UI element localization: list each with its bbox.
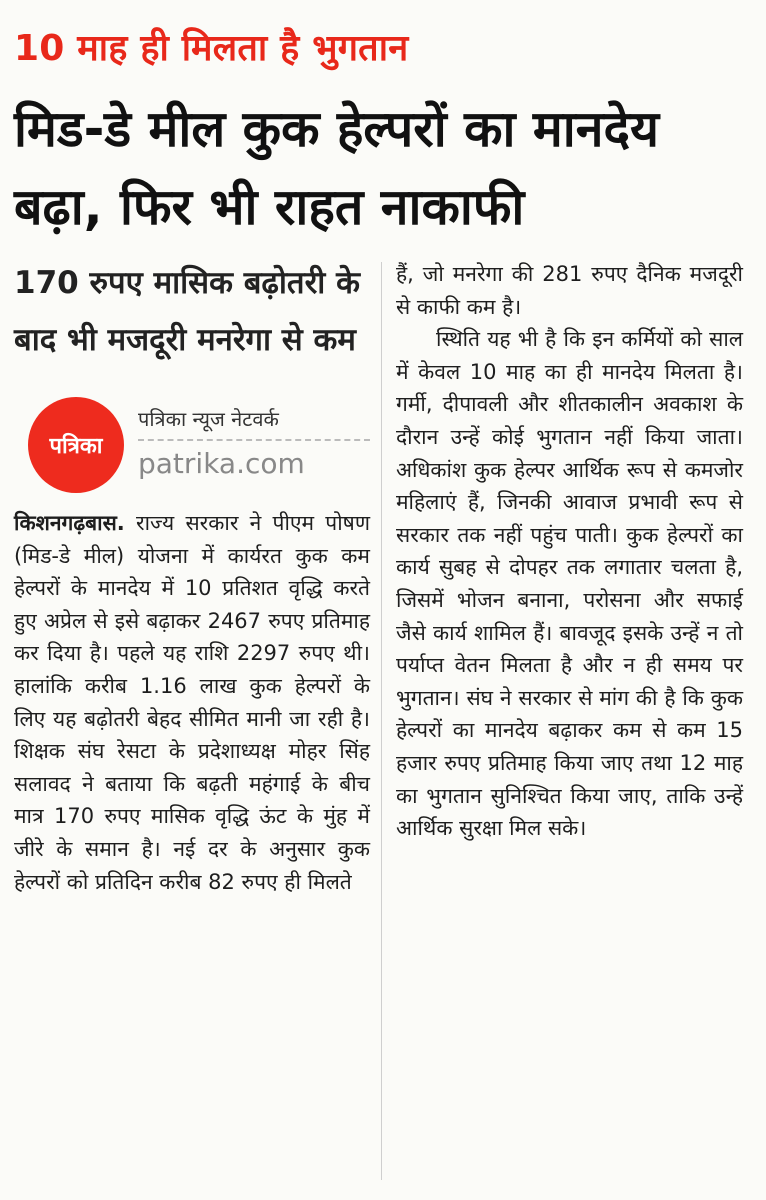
- headline: मिड-डे मील कुक हेल्परों का मानदेय बढ़ा, फिर भी राहत नाकाफी: [14, 100, 659, 236]
- patrika-logo: [28, 397, 124, 493]
- left-column: [14, 255, 370, 898]
- website-link[interactable]: patrika.com: [138, 447, 305, 480]
- paragraph-1: [14, 507, 370, 898]
- column-divider: [381, 262, 382, 1180]
- paragraph-1-continued: हैं, जो मनरेगा की 281 रुपए दैनिक मजदूरी से काफी कम है।: [396, 262, 743, 319]
- paragraph-1-text: राज्य सरकार ने पीएम पोषण (मिड-डे मील) योजना में कार्यरत कुक कम हेल्परों के मानदेय में 10 प्रतिशत वृद्धि करते हुए अप्रेल से इसे बढ़ाकर 2467 रुपए प्रतिमाह कर दिया है। पहले यह राशि 2297 रुपए थी। हालांकि करीब 1.16 लाख कुक हेल्परों के लिए यह बढ़ोतरी बेहद सीमित मानी जा रही है। शिक्षक संघ रेसटा के प्रदेशाध्यक्ष मोहर सिंह सलावद ने बताया कि बढ़ती महंगाई के बीच मात्र 170 रुपए मासिक वृद्धि ऊंट के मुंह में जीरे के समान है। नई दर के अनुसार कुक हेल्परों को प्रतिदिन करीब 82 रुपए ही मिलते: [14, 511, 370, 894]
- news-agency: पत्रिका न्यूज नेटवर्क: [138, 407, 279, 431]
- byline: [14, 397, 370, 507]
- logo-text: पत्रिका: [49, 434, 103, 459]
- kicker: 10 माह ही मिलता है भुगतान: [14, 28, 409, 69]
- right-column: [396, 258, 743, 845]
- paragraph-2: स्थिति यह भी है कि इन कर्मियों को साल में केवल 10 माह का ही मानदेय मिलता है। गर्मी, दीपावली और शीतकालीन अवकाश के दौरान उन्हें कोई भुगतान नहीं किया जाता। अधिकांश कुक हेल्पर आर्थिक रूप से कमजोर महिलाएं हैं, जिनकी आवाज प्रभावी रूप से सरकार तक नहीं पहुंच पाती। कुक हेल्परों का कार्य सुबह से दोपहर तक लगातार चलता है, जिसमें भोजन बनाना, परोसना और सफाई जैसे कार्य शामिल हैं। बावजूद इसके उन्हें न तो पर्याप्त वेतन मिलता है और न ही समय पर भुगतान। संघ ने सरकार से मांग की है कि कुक हेल्परों का मानदेय बढ़ाकर कम से कम 15 हजार रुपए प्रतिमाह किया जाए तथा 12 माह का भुगतान सुनिश्चित किया जाए, ताकि उन्हें आर्थिक सुरक्षा मिल सके।: [396, 327, 743, 841]
- subheadline: 170 रुपए मासिक बढ़ोतरी के बाद भी मजदूरी मनरेगा से कम: [14, 265, 360, 358]
- dateline: किशनगढ़बास.: [14, 511, 125, 535]
- byline-rule: [138, 439, 370, 441]
